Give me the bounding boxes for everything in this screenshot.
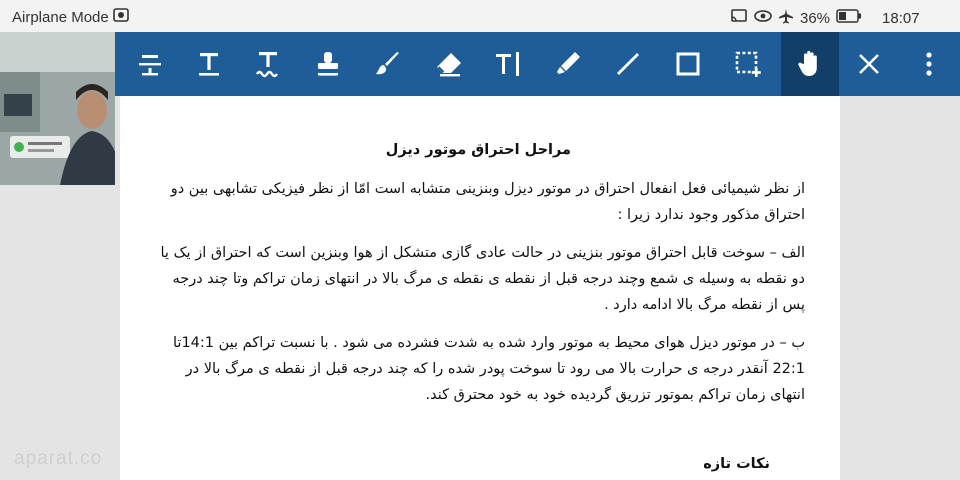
document-page[interactable] [120,96,840,480]
paragraph-be: ب – در موتور دیزل هوای محیط به موتور وارد شده به شدت فشرده می شود . با نسبت تراکم بین 14:1تا 22:1 آنقدر درجه ی حرارت بالا می رود تا سوخت پودر شده را که چند درجه قبل از نقطه ی مرگ بالا در انتهای زمان تراکم بموتور تزریق گردیده خود به خود محترق کند. [172,335,805,403]
brush-tool-button[interactable] [359,32,417,96]
close-icon [854,49,884,79]
eraser-icon [434,49,464,79]
underline-squiggle-icon [253,49,283,79]
stamp-icon [313,49,343,79]
airplane-icon [778,8,794,28]
subheading-new-points: نکات تازه [703,456,770,472]
line-tool-button[interactable] [599,32,657,96]
paragraph-alef: الف – سوخت قابل احتراق موتور بنزینی در حالت عادی گازی متشکل از هوا وبنزین است که احتراق از یک یا دو نقطه به وسیله ی شمع وچند درجه قبل از نقطه ی نقطه ی مرگ بالا در انتهای زمان تراکم وتا چند درجه پس از نقطه مرگ بالا ادامه دارد . [160,245,805,313]
eye-icon [754,9,772,27]
battery-icon [836,9,862,27]
aparat-watermark: aparat.co [14,448,103,469]
highlighter-icon [553,49,583,79]
rectangle-tool-button[interactable] [659,32,717,96]
rectangle-icon [673,49,703,79]
paragraph-intro: از نظر شیمیائی فعل انفعال احتراق در موتور دیزل وبنزینی متشابه است امّا از نظر فیزیکی تشابهی بین دو احتراق مذکور وجود ندارد زیرا : [170,181,805,223]
close-toolbar-button[interactable] [840,32,898,96]
hand-pan-icon [795,49,825,79]
stamp-tool-button[interactable] [299,32,357,96]
more-options-button[interactable] [900,32,958,96]
document-title: مراحل احتراق موتور دیزل [385,142,571,158]
eraser-tool-button[interactable] [420,32,478,96]
brush-icon [373,49,403,79]
cast-icon [730,8,748,28]
text-cursor-icon [493,49,523,79]
annotation-toolbar [115,32,960,96]
screenshot-icon [113,7,129,27]
text-icon [194,49,224,79]
text-cursor-tool-button[interactable] [479,32,537,96]
status-right [730,8,920,28]
area-select-tool-button[interactable] [719,32,777,96]
status-left [12,7,129,27]
text-tool-button[interactable] [180,32,238,96]
strikethrough-tool-button[interactable] [121,32,179,96]
battery-percent: 36% [800,9,831,27]
strikethrough-icon [135,49,165,79]
webcam-overlay [0,32,115,185]
hand-pan-tool-button[interactable] [781,32,839,96]
line-icon [613,49,643,79]
status-bar [0,0,960,32]
airplane-mode-label: Airplane Mode [12,8,109,26]
squiggle-underline-tool-button[interactable] [239,32,297,96]
highlighter-tool-button[interactable] [539,32,597,96]
area-select-icon [733,49,763,79]
more-vertical-icon [914,49,944,79]
clock-time: 18:07 [882,9,920,27]
